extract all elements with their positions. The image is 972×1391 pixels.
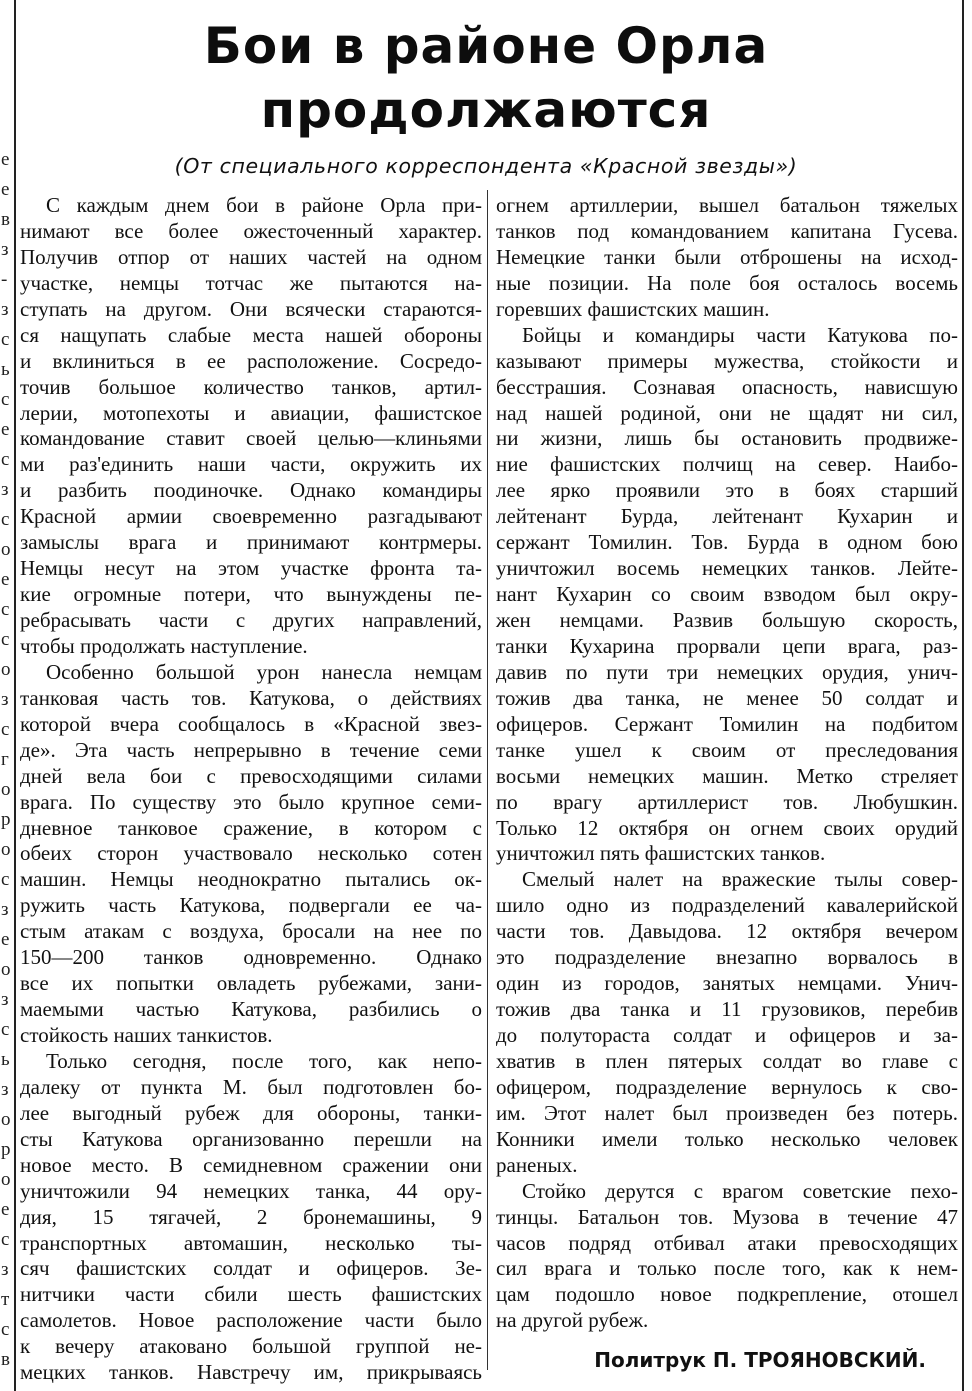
text-line: горевших фашистских машин. xyxy=(496,296,770,321)
text-line: лерии, мотопехоты и авиации, фашистское xyxy=(20,400,482,425)
text-line: врага. По существу это было крупное семи- xyxy=(20,789,482,814)
text-line: бесстрашия. Сознавая опасность, нависшую xyxy=(496,374,958,399)
text-line: танков под командованием капитана Гусева. xyxy=(496,218,958,243)
text-line: точив большое количество танков, артил- xyxy=(20,374,482,399)
text-line: стойкость наших танкистов. xyxy=(20,1023,273,1047)
text-line: один из городов, занятых немцами. Унич- xyxy=(496,971,958,996)
clipped-letter: е xyxy=(1,179,10,200)
column-divider xyxy=(487,190,488,1370)
text-line: цам подошло новое подкрепление, отошел xyxy=(496,1282,958,1307)
clipped-letter: ь xyxy=(1,1049,10,1070)
clipped-letter: е xyxy=(1,929,10,950)
clipped-letter: з xyxy=(1,1259,9,1280)
text-line: Получив отпор от наших частей на одном xyxy=(20,244,482,269)
text-line: замыслы врага и принимают контрмеры. xyxy=(20,530,482,555)
clipped-letter: з xyxy=(1,899,9,920)
text-line: над нашей родиной, они не щадят ни сил, xyxy=(496,400,958,425)
text-line: танковая часть тов. Катукова, о действиях xyxy=(20,685,482,710)
clipped-letter: с xyxy=(1,599,10,620)
right-text-column xyxy=(496,193,958,1334)
text-line: жен немцами. Развив большую скорость, xyxy=(496,608,958,632)
text-line: раненых. xyxy=(496,1152,578,1177)
clipped-letter: е xyxy=(1,569,10,590)
clipped-letter: з xyxy=(1,989,9,1010)
text-line: по врагу артиллерист тов. Любушкин. xyxy=(496,789,958,814)
clipped-letter: в xyxy=(1,1349,10,1370)
text-line: Смелый налет на вражеские тылы совер- xyxy=(522,867,958,892)
text-line: шило одно из подразделений кавалерийской xyxy=(496,893,958,918)
text-line: сяч фашистских солдат и офицеров. Зе- xyxy=(20,1256,482,1281)
text-line: тожив два танка, не менее 50 солдат и xyxy=(496,685,958,710)
clipped-letter: с xyxy=(1,629,10,650)
clipped-letter: о xyxy=(1,659,11,680)
neighbor-article-clipped-strip xyxy=(0,150,12,1390)
left-edge-rule xyxy=(14,0,16,1391)
text-line: мецких танков. Навстречу им, прикрываясь xyxy=(20,1360,482,1385)
text-line: сил врага и только после того, как к нем- xyxy=(496,1256,958,1281)
left-text-column xyxy=(20,193,482,1386)
clipped-letter: р xyxy=(1,809,11,830)
text-line: Немцы несут на этом участке фронта та- xyxy=(20,556,482,581)
text-line: ребрасывать части с других направлений, xyxy=(20,608,482,632)
text-line: 150—200 танков одновременно. Однако xyxy=(20,945,482,970)
clipped-letter: с xyxy=(1,389,10,410)
text-line: Стойко дерутся с врагом советские пехо- xyxy=(522,1178,958,1203)
article-signature: Политрук П. ТРОЯНОВСКИЙ. xyxy=(594,1348,926,1372)
text-line: ные позиции. На поле боя осталось восемь xyxy=(496,270,958,295)
text-line: ся нащупать слабые места нашей обороны xyxy=(20,322,482,347)
clipped-letter: г xyxy=(1,749,9,770)
clipped-letter: с xyxy=(1,1229,10,1250)
text-line: уничтожил восемь немецких танков. Лейте- xyxy=(496,556,958,581)
clipped-letter: т xyxy=(1,1289,10,1310)
text-line: уничтожили 94 немецких танка, 44 ору- xyxy=(20,1178,482,1203)
text-line: Особенно большой урон нанесла немцам xyxy=(46,659,482,684)
text-line: сержант Томилин. Тов. Бурда в одном бою xyxy=(496,530,958,555)
clipped-letter: о xyxy=(1,959,11,980)
text-line: часов подряд отбивал атаки превосходящих xyxy=(496,1230,958,1255)
text-line: все их попытки овладеть рубежами, зани- xyxy=(20,971,482,996)
clipped-letter: з xyxy=(1,299,9,320)
text-line: нант Кухарин со своим взводом был окру- xyxy=(496,582,958,607)
text-line: Немецкие танки были отброшены на исход- xyxy=(496,244,958,269)
text-line: которой вчера сообщалось в «Красной звез- xyxy=(20,711,482,736)
text-line: офицеров. Сержант Томилин на подбитом xyxy=(496,711,958,736)
text-line: дней вела бои с превосходящими силами xyxy=(20,763,482,788)
text-line: участке, немцы тотчас же пытаются на- xyxy=(20,270,482,295)
text-line: Бойцы и командиры части Катукова по- xyxy=(522,322,958,347)
text-line: нитчики части сбили шесть фашистских xyxy=(20,1282,482,1307)
clipped-letter: с xyxy=(1,509,10,530)
clipped-letter: з xyxy=(1,1079,9,1100)
text-line: машин. Немцы неоднократно пытались ок- xyxy=(20,867,482,892)
text-line: лее ярко проявили это в боях старший xyxy=(496,478,958,503)
text-line: части тов. Давыдова. 12 октября вечером xyxy=(496,919,958,944)
clipped-letter: с xyxy=(1,1319,10,1340)
clipped-letter: о xyxy=(1,1109,11,1130)
text-line: командование ставит своей целью—клиньями xyxy=(20,426,482,451)
right-edge-rule xyxy=(962,0,964,1391)
clipped-letter: з xyxy=(1,479,9,500)
clipped-letter: ь xyxy=(1,359,10,380)
text-line: Красной армии своевременно разгадывают xyxy=(20,504,482,529)
text-line: офицером, подразделение вернулось к сво- xyxy=(496,1074,958,1099)
text-line: ружить часть Катукова, подвергали ее ча- xyxy=(20,893,482,918)
text-line: восьми немецких машин. Метко стреляет xyxy=(496,763,958,788)
text-line: танке ушел к своим от преследования xyxy=(496,737,958,762)
text-line: это подразделение внезапно ворвалось в xyxy=(496,945,958,970)
article-headline xyxy=(24,14,948,142)
clipped-letter: о xyxy=(1,839,11,860)
text-line: танки Кухарина прорвали цепи врага, раз- xyxy=(496,633,958,658)
headline-line-2: продолжаются xyxy=(260,81,712,139)
text-line: на другой рубеж. xyxy=(496,1308,649,1333)
text-line: Конники имели только несколько человек xyxy=(496,1126,958,1151)
text-line: де». Эта часть непрерывно в течение семи xyxy=(20,737,482,762)
clipped-letter: с xyxy=(1,329,10,350)
text-line: Только 12 октября он огнем своих орудий xyxy=(496,815,958,840)
clipped-letter: с xyxy=(1,869,10,890)
text-line: самолетов. Новое расположение части было xyxy=(20,1308,482,1333)
text-line: тинцы. Батальон тов. Музова в течение 47 xyxy=(496,1204,958,1229)
clipped-letter: с xyxy=(1,1019,10,1040)
text-line: новое место. В семидневном сражении они xyxy=(20,1152,482,1177)
clipped-letter: е xyxy=(1,150,10,170)
text-line: ми раз'единить наши части, окружить их xyxy=(20,452,482,477)
text-line: тожив два танка и 11 грузовиков, перебив xyxy=(496,997,958,1022)
clipped-letter: о xyxy=(1,1169,11,1190)
text-line: давив по пути три немецких орудия, унич- xyxy=(496,659,958,684)
text-line: дневное танковое сражение, в котором с xyxy=(20,815,482,840)
text-line: кие огромные потери, что вынуждены пе- xyxy=(20,582,482,607)
text-line: им. Этот налет был произведен без потерь. xyxy=(496,1100,958,1125)
clipped-letter: о xyxy=(1,779,11,800)
text-line: и вклиниться в ее расположение. Сосредо- xyxy=(20,348,482,373)
text-line: Только сегодня, после того, как непо- xyxy=(46,1048,482,1073)
text-line: транспортных автомашин, несколько ты- xyxy=(20,1230,482,1255)
clipped-letter: в xyxy=(1,209,10,230)
text-line: ни жизни, лишь бы остановить продвиже- xyxy=(496,426,958,451)
text-line: до полутораста солдат и офицеров и за- xyxy=(496,1023,958,1047)
text-line: далеку от пункта М. был подготовлен бо- xyxy=(20,1074,482,1099)
clipped-letter: о xyxy=(1,539,11,560)
clipped-letter: р xyxy=(1,1139,11,1160)
clipped-letter: з xyxy=(1,239,9,260)
text-line: лейтенант Бурда, лейтенант Кухарин и xyxy=(496,504,958,529)
text-line: ступать на другом. Они всячески стараются- xyxy=(20,296,482,321)
text-line: ние фашистских полчищ на север. Наибо- xyxy=(496,452,958,477)
clipped-letter: с xyxy=(1,719,10,740)
text-line: огнем артиллерии, вышел батальон тяжелых xyxy=(496,193,958,217)
text-line: уничтожил пять фашистских танков. xyxy=(496,841,826,866)
text-line: дия, 15 тягачей, 2 бронемашины, 9 xyxy=(20,1204,482,1229)
text-line: стым атакам с воздуха, бросали на нее по xyxy=(20,919,482,944)
clipped-letter: - xyxy=(1,269,8,290)
text-line: к вечеру атаковано большой группой не- xyxy=(20,1334,482,1359)
text-line: обеих сторон участвовало несколько сотен xyxy=(20,841,482,866)
text-line: чтобы продолжать наступление. xyxy=(20,633,308,658)
text-line: и разбить поодиночке. Однако командиры xyxy=(20,478,482,503)
clipped-letter: е xyxy=(1,1199,10,1220)
text-line: хватив в плен пятерых солдат во главе с xyxy=(496,1048,958,1073)
text-line: сты Катукова организованно перешли на xyxy=(20,1126,482,1151)
text-line: лее выгодный рубеж для обороны, танки- xyxy=(20,1100,482,1125)
text-line: маемыми частью Катукова, разбились о xyxy=(20,997,482,1022)
text-line: нимают все более ожесточенный характер. xyxy=(20,218,482,243)
text-line: С каждым днем бои в районе Орла при- xyxy=(46,193,482,217)
article-byline-source: (От специального корреспондента «Красной звезды») xyxy=(174,154,798,178)
clipped-letter: з xyxy=(1,689,9,710)
clipped-letter: с xyxy=(1,449,10,470)
clipped-letter: е xyxy=(1,419,10,440)
text-line: казывают примеры мужества, стойкости и xyxy=(496,348,958,373)
headline-line-1: Бои в районе Орла xyxy=(203,17,769,75)
